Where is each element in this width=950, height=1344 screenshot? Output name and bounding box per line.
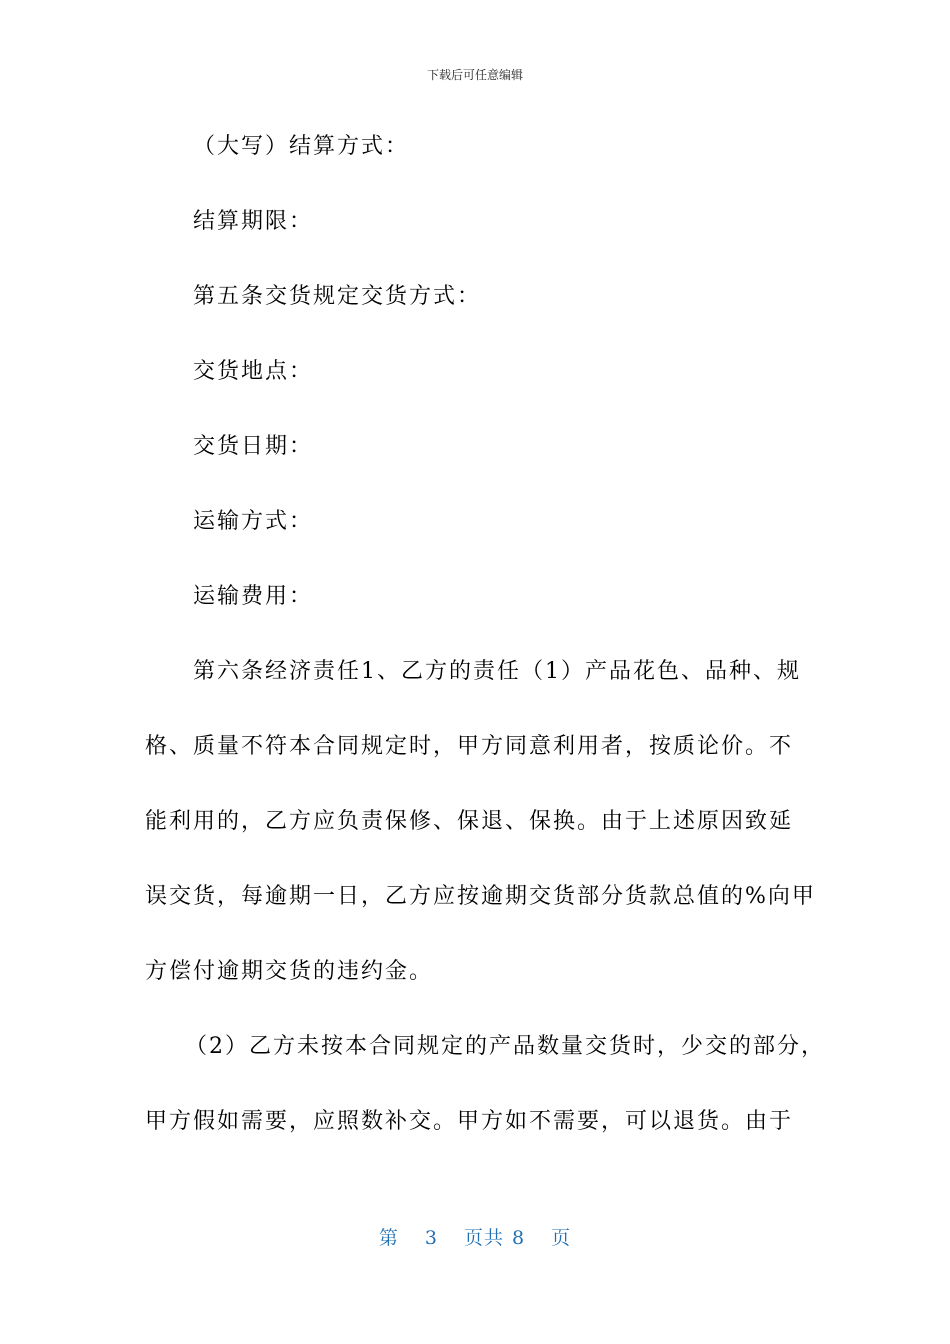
text-line-delivery-place: 交货地点： [193, 359, 314, 384]
text-line-clause-2: （2）乙方未按本合同规定的产品数量交货时，少交的部分， [185, 1034, 825, 1059]
document-body [145, 125, 825, 1175]
text-line-delivery-date: 交货日期： [193, 434, 314, 459]
text-line-settlement-period: 结算期限： [193, 209, 314, 234]
footer-total-pages: 8 [512, 1227, 526, 1249]
text-line-article-6: 第六条经济责任1、乙方的责任（1）产品花色、品种、规 [193, 659, 801, 684]
text-line-transport-cost: 运输费用： [193, 584, 314, 609]
footer-middle: 页共 [463, 1227, 504, 1249]
footer-suffix: 页 [551, 1227, 572, 1249]
text-line-paragraph: 方偿付逾期交货的违约金。 [145, 959, 434, 984]
text-line-paragraph: 误交货，每逾期一日，乙方应按逾期交货部分货款总值的%向甲 [145, 884, 816, 909]
footer-current-page: 3 [424, 1227, 438, 1249]
text-line-paragraph: 格、质量不符本合同规定时，甲方同意利用者，按质论价。不 [145, 734, 794, 759]
page-footer [0, 1226, 950, 1250]
text-line-settlement-method: （大写）结算方式： [193, 134, 410, 159]
header-note: 下载后可任意编辑 [426, 68, 523, 82]
text-line-transport-method: 运输方式： [193, 509, 314, 534]
footer-prefix: 第 [378, 1227, 399, 1249]
text-line-article-5: 第五条交货规定交货方式： [193, 284, 482, 309]
text-line-paragraph: 能利用的，乙方应负责保修、保退、保换。由于上述原因致延 [145, 809, 794, 834]
text-line-paragraph: 甲方假如需要，应照数补交。甲方如不需要，可以退货。由于 [145, 1109, 794, 1134]
